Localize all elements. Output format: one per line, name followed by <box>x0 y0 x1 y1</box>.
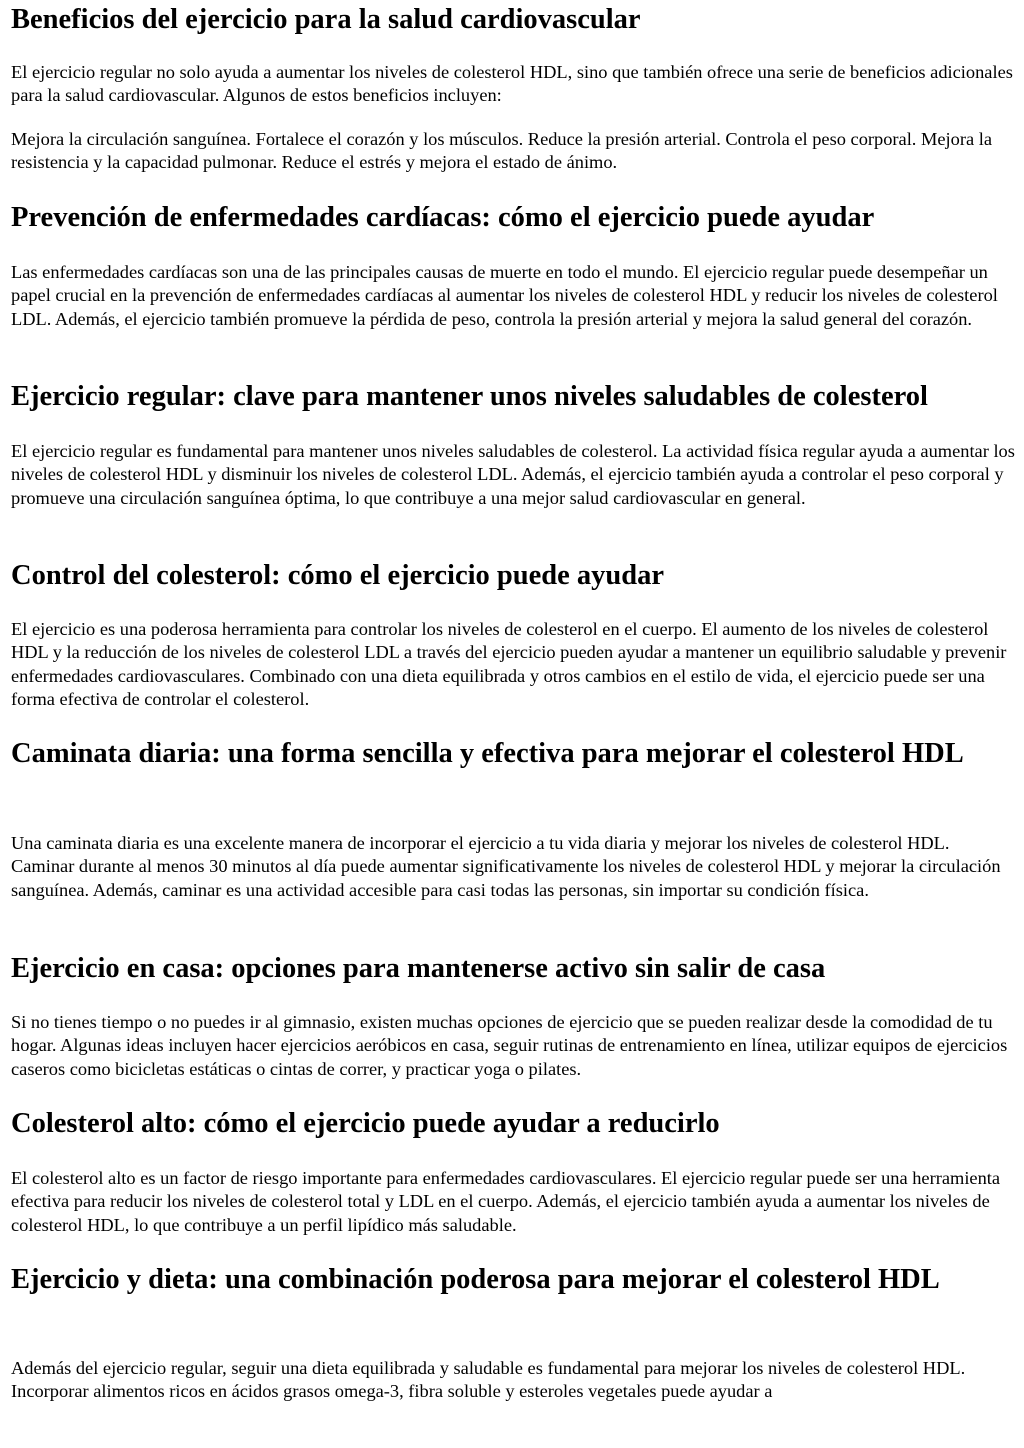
section-paragraph: Si no tienes tiempo o no puedes ir al gimnasio, existen muchas opciones de ejercicio que se pueden realizar desde la comodidad de tu hogar. Algunas ideas incluyen hacer ejercicios aeróbicos en casa, seguir rutinas de entrenamiento en línea, utilizar equipos de ejercicios caseros como bicicletas estáticas o cintas de correr, y practicar yoga o pilates. <box>11 1012 1008 1079</box>
section-heading: Control del colesterol: cómo el ejercicio puede ayudar <box>11 560 664 591</box>
section-heading: Colesterol alto: cómo el ejercicio puede ayudar a reducirlo <box>11 1108 720 1139</box>
section-paragraph: El ejercicio regular es fundamental para mantener unos niveles saludables de colesterol. La actividad física regular ayuda a aumentar los niveles de colesterol HDL y disminuir los niveles de colesterol LDL. Además, el ejercicio también ayuda a controlar el peso corporal y promueve una circulación sanguínea óptima, lo que contribuye a una mejor salud cardiovascular en general. <box>11 441 1015 508</box>
section-paragraph: El ejercicio es una poderosa herramienta para controlar los niveles de colesterol en el cuerpo. El aumento de los niveles de colesterol HDL y la reducción de los niveles de colesterol LDL a través del ejercicio pueden ayudar a mantener un equilibrio saludable y prevenir enfermedades cardiovasculares. Combinado con una dieta equilibrada y otros cambios en el estilo de vida, el ejercicio puede ser una forma efectiva de controlar el colesterol. <box>11 619 1007 710</box>
section-paragraph: Las enfermedades cardíacas son una de las principales causas de muerte en todo el mundo. El ejercicio regular puede desempeñar un papel crucial en la prevención de enfermedades cardíacas al aumentar los niveles de colesterol HDL y reducir los niveles de colesterol LDL. Además, el ejercicio también promueve la pérdida de peso, controla la presión arterial y mejora la salud general del corazón. <box>11 262 998 329</box>
section-paragraph: Mejora la circulación sanguínea. Fortalece el corazón y los músculos. Reduce la presión arterial. Controla el peso corporal. Mejora la resistencia y la capacidad pulmonar. Reduce el estrés y mejora el estado de ánimo. <box>11 129 992 173</box>
section-heading: Ejercicio regular: clave para mantener unos niveles saludables de colesterol <box>11 381 928 412</box>
section-heading: Prevención de enfermedades cardíacas: cómo el ejercicio puede ayudar <box>11 202 875 233</box>
section-heading: Ejercicio en casa: opciones para mantenerse activo sin salir de casa <box>11 953 826 984</box>
section-paragraph: Una caminata diaria es una excelente manera de incorporar el ejercicio a tu vida diaria y mejorar los niveles de colesterol HDL. Caminar durante al menos 30 minutos al día puede aumentar significativamente los niveles de colesterol HDL y mejorar la circulación sanguínea. Además, caminar es una actividad accesible para casi todas las personas, sin importar su condición física. <box>11 833 1001 900</box>
section-paragraph: El ejercicio regular no solo ayuda a aumentar los niveles de colesterol HDL, sino que también ofrece una serie de beneficios adicionales para la salud cardiovascular. Algunos de estos beneficios incluyen: <box>11 62 1013 106</box>
section-heading: Beneficios del ejercicio para la salud cardiovascular <box>11 4 641 35</box>
section-heading: Ejercicio y dieta: una combinación poderosa para mejorar el colesterol HDL <box>11 1264 940 1295</box>
section-paragraph: Además del ejercicio regular, seguir una dieta equilibrada y saludable es fundamental para mejorar los niveles de colesterol HDL. Incorporar alimentos ricos en ácidos grasos omega-3, fibra soluble y esteroles vegetales puede ayudar a <box>11 1358 966 1402</box>
section-heading: Caminata diaria: una forma sencilla y efectiva para mejorar el colesterol HDL <box>11 738 964 769</box>
section-paragraph: El colesterol alto es un factor de riesgo importante para enfermedades cardiovasculares. El ejercicio regular puede ser una herramienta efectiva para reducir los niveles de colesterol total y LDL en el cuerpo. Además, el ejercicio también ayuda a aumentar los niveles de colesterol HDL, lo que contribuye a un perfil lipídico más saludable. <box>11 1168 1001 1235</box>
